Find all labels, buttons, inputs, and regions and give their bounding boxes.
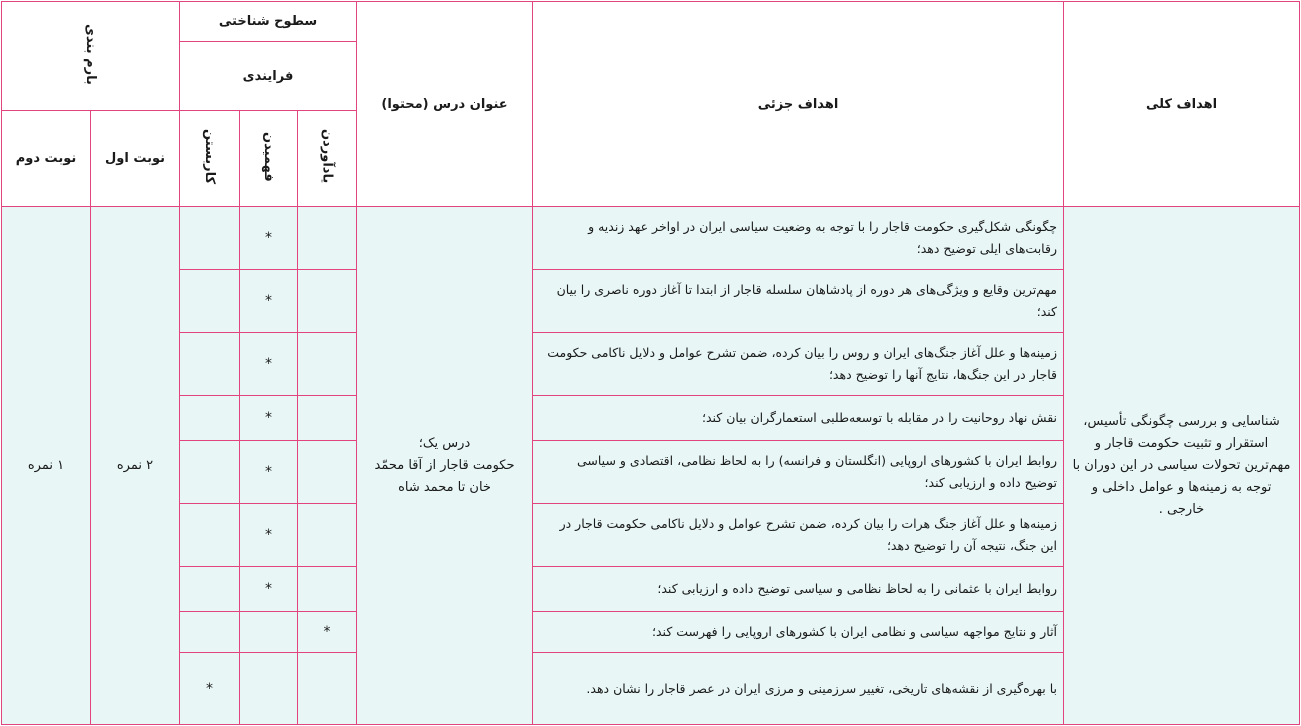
- apply-header: [180, 111, 240, 207]
- scoring-header: [2, 2, 180, 111]
- cognitive-levels-header: سطوح شناختی: [180, 2, 357, 42]
- apply-mark: [180, 441, 240, 504]
- process-header: فرایندی: [180, 42, 357, 111]
- understand-mark: [240, 653, 298, 725]
- apply-mark: [180, 396, 240, 441]
- objective-text: آثار و نتایج مواجهه سیاسی و نظامی ایران با کشورهای اروپایی را فهرست کند؛: [533, 612, 1064, 653]
- objective-text: روابط ایران با عثمانی را به لحاظ نظامی و سیاسی توضیح داده و ارزیابی کند؛: [533, 567, 1064, 612]
- remember-mark: [298, 567, 357, 612]
- understand-mark: *: [240, 567, 298, 612]
- first-term-score: ۲ نمره: [91, 207, 180, 725]
- objective-text: روابط ایران با کشورهای اروپایی (انگلستان و فرانسه) را به لحاظ نظامی، اقتصادی و سیاسی توضیح داده و ارزیابی کند؛: [533, 441, 1064, 504]
- objective-text: زمینه‌ها و علل آغاز جنگ‌های ایران و روس را بیان کرده، ضمن تشرح عوامل و دلایل ناکامی حکومت قاجار در این جنگ‌ها، نتایج آنها را توضیح دهد؛: [533, 333, 1064, 396]
- remember-mark: [298, 504, 357, 567]
- understand-mark: *: [240, 441, 298, 504]
- understand-mark: *: [240, 270, 298, 333]
- apply-mark: [180, 333, 240, 396]
- remember-mark: [298, 396, 357, 441]
- scoring-header-label: بارم بندی: [83, 23, 98, 85]
- objective-text: چگونگی شکل‌گیری حکومت قاجار را با توجه به وضعیت سیاسی ایران در اواخر عهد زندیه و رقابت‌های ایلی توضیح دهد؛: [533, 207, 1064, 270]
- remember-header-label: یادآوردن: [319, 129, 335, 184]
- understand-mark: *: [240, 396, 298, 441]
- general-goal-cell: شناسایی و بررسی چگونگی تأسیس، استقرار و تثبیت حکومت قاجار و مهم‌ترین تحولات سیاسی در این دوران با توجه به زمینه‌ها و عوامل داخلی و خارجی .: [1064, 207, 1300, 725]
- understand-mark: *: [240, 333, 298, 396]
- remember-mark: [298, 207, 357, 270]
- lesson-title-header: عنوان درس (محتوا): [357, 2, 533, 207]
- partial-goals-header: اهداف جزئی: [533, 2, 1064, 207]
- first-term-header: نوبت اول: [91, 111, 180, 207]
- objective-text: مهم‌ترین وقایع و ویژگی‌های هر دوره از پادشاهان سلسله قاجار از ابتدا تا آغاز دوره ناصری را بیان کند؛: [533, 270, 1064, 333]
- remember-mark: *: [298, 612, 357, 653]
- understand-mark: *: [240, 207, 298, 270]
- remember-mark: [298, 333, 357, 396]
- remember-header: [298, 111, 357, 207]
- apply-mark: [180, 567, 240, 612]
- remember-mark: [298, 653, 357, 725]
- understand-mark: *: [240, 504, 298, 567]
- second-term-header: نوبت دوم: [2, 111, 91, 207]
- apply-mark: *: [180, 653, 240, 725]
- remember-mark: [298, 441, 357, 504]
- apply-mark: [180, 207, 240, 270]
- table-row: [2, 207, 1300, 270]
- objective-text: نقش نهاد روحانیت را در مقابله با توسعه‌طلبی استعمارگران بیان کند؛: [533, 396, 1064, 441]
- second-term-score: ۱ نمره: [2, 207, 91, 725]
- objective-text: با بهره‌گیری از نقشه‌های تاریخی، تغییر سرزمینی و مرزی ایران در عصر قاجار را نشان دهد.: [533, 653, 1064, 725]
- understand-mark: [240, 612, 298, 653]
- general-goals-header: اهداف کلی: [1064, 2, 1300, 207]
- apply-mark: [180, 270, 240, 333]
- understand-header-label: فهمیدن: [261, 131, 277, 182]
- lesson-title-cell: درس یک؛ حکومت قاجار از آقا محمّد خان تا محمد شاه: [357, 207, 533, 725]
- curriculum-table: [1, 1, 1300, 725]
- apply-mark: [180, 612, 240, 653]
- understand-header: [240, 111, 298, 207]
- apply-mark: [180, 504, 240, 567]
- remember-mark: [298, 270, 357, 333]
- apply-header-label: کاربستن: [202, 128, 217, 185]
- objective-text: زمینه‌ها و علل آغاز جنگ هرات را بیان کرده، ضمن تشرح عوامل و دلایل ناکامی حکومت قاجار در این جنگ، نتیجه آن را توضیح دهد؛: [533, 504, 1064, 567]
